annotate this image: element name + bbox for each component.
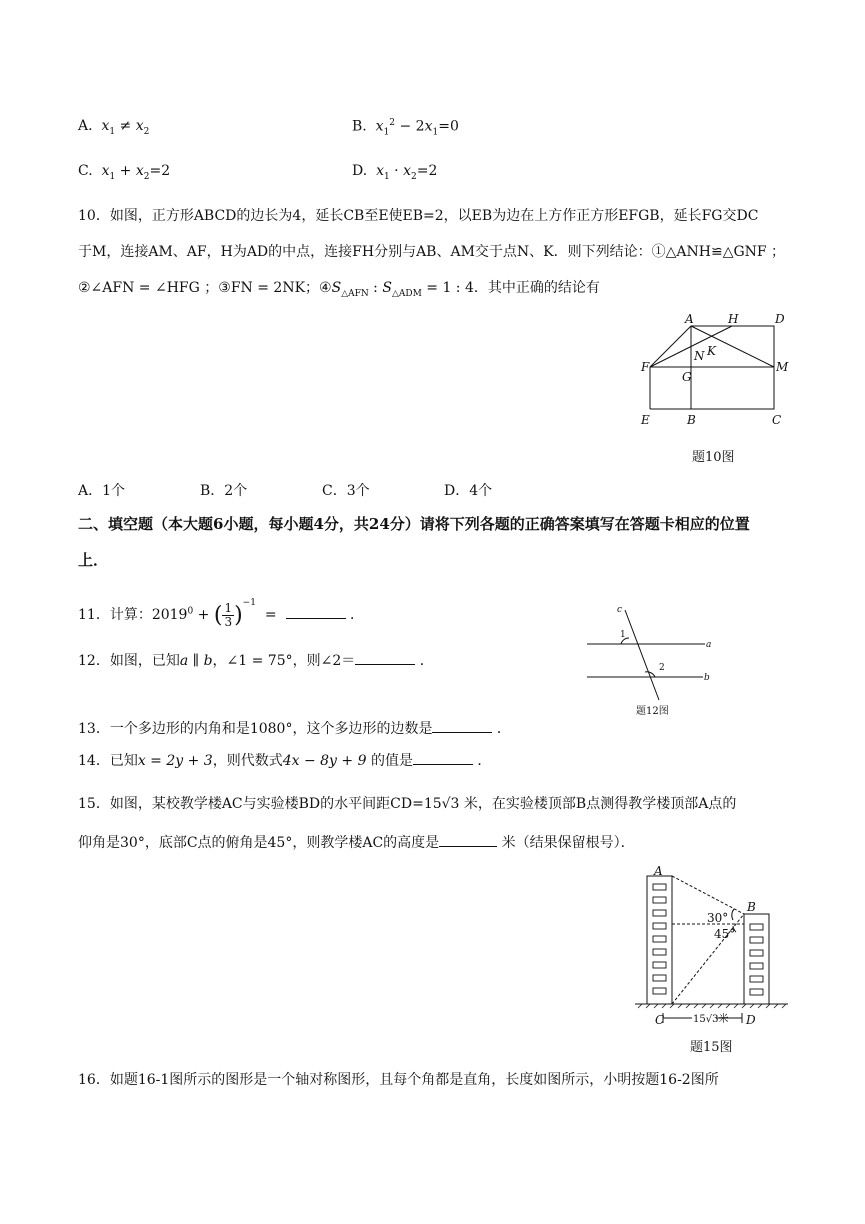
q10-label-d: D — [775, 312, 785, 326]
q15-label-45: 45° — [714, 927, 736, 941]
q10-label-e: E — [641, 413, 650, 427]
q15-label-distance: 15√3米 — [693, 1014, 729, 1025]
q9-choice-a: A. $x_1 \ne x_2$ — [78, 118, 150, 137]
q10-line1: 10．如图，正方形ABCD的边长为4，延长CB至E使EB=2，以EB为边在上方作正方形EFGB，延长FG交DC — [78, 208, 759, 224]
q15-label-a: A — [654, 866, 663, 878]
q15-figure — [630, 866, 792, 1032]
q12-label-a: a — [706, 640, 712, 650]
q10-label-c: C — [772, 413, 782, 427]
q15-label-30: 30° — [707, 911, 729, 925]
q9-choice-d: D. $x_1 \cdot x_2=2$ — [352, 163, 438, 182]
q10-label-f: F — [641, 360, 650, 374]
q10-label-m: M — [776, 360, 789, 374]
q16-line1: 16．如题16-1图所示的图形是一个轴对称图形，且每个角都是直角，长度如图所示，小明按题16-2图所 — [78, 1072, 719, 1088]
q10-label-a: A — [685, 312, 694, 326]
q15-label-b: B — [747, 900, 756, 914]
q15-line2: 仰角是30°，底部C点的俯角是45°，则教学楼AC的高度是 米（结果保留根号）． — [78, 835, 635, 851]
q10-line2: 于M，连接AM、AF，H为AD的中点，连接FH分别与AB、AM交于点N、K．则下列结论：①△ANH≌△GNF ； — [78, 244, 786, 260]
q12-label-1: 1 — [620, 630, 626, 640]
q10-choice-b: B．2个 — [200, 483, 248, 499]
q12: 12．如图，已知a ∥ b，∠1 = 75°，则∠2＝ ． — [78, 653, 434, 669]
q10-label-g: G — [682, 370, 692, 384]
q10-choice-a: A．1个 — [78, 483, 126, 499]
q9-choice-c: C. $x_1 + x_2=2$ — [78, 163, 171, 182]
q10-choice-c: C．3个 — [322, 483, 370, 499]
q11: 11．计算：$2019^0$ + ( $\frac{1}{3}$ )$^{-1}$ = ． — [78, 598, 364, 629]
q13: 13．一个多边形的内角和是1080°，这个多边形的边数是 ． — [78, 721, 511, 737]
q14: 14．已知x = 2y + 3，则代数式4x − 8y + 9 的值是 ． — [78, 753, 492, 769]
q10-label-n: N — [694, 349, 705, 363]
q15-caption: 题15图 — [690, 1040, 733, 1055]
q15-label-d: D — [746, 1013, 756, 1027]
q12-caption: 题12图 — [636, 706, 669, 717]
q10-label-b: B — [687, 413, 696, 427]
q10-line3: ②∠AFN = ∠HFG ；③FN = 2NK；$④S_{\triangle AFN}$ : $S_{\triangle ADM} = 1$ : 4．其中正确的结论有 — [78, 280, 600, 299]
q10-caption: 题10图 — [692, 450, 735, 465]
q12-figure — [583, 602, 715, 704]
q9-choice-b: B. $x_1^2 - 2x_1=0$ — [352, 118, 459, 138]
q10-label-h: H — [728, 312, 739, 326]
q10-choice-d: D．4个 — [444, 483, 493, 499]
q12-label-2: 2 — [659, 663, 665, 673]
q15-line1: 15．如图，某校教学楼AC与实验楼BD的水平间距CD=15√3 米，在实验楼顶部B点测得教学楼顶部A点的 — [78, 796, 737, 812]
q10-label-k: K — [707, 344, 716, 358]
section2-title: 二、填空题（本大题6小题，每小题4分，共24分）请将下列各题的正确答案填写在答题卡相应的位置 — [78, 515, 750, 533]
q12-label-b: b — [704, 673, 710, 683]
q10-figure — [630, 312, 800, 437]
q12-label-c: c — [617, 605, 623, 615]
section2-title-cont: 上． — [78, 551, 109, 569]
q15-label-c: C — [655, 1013, 665, 1027]
